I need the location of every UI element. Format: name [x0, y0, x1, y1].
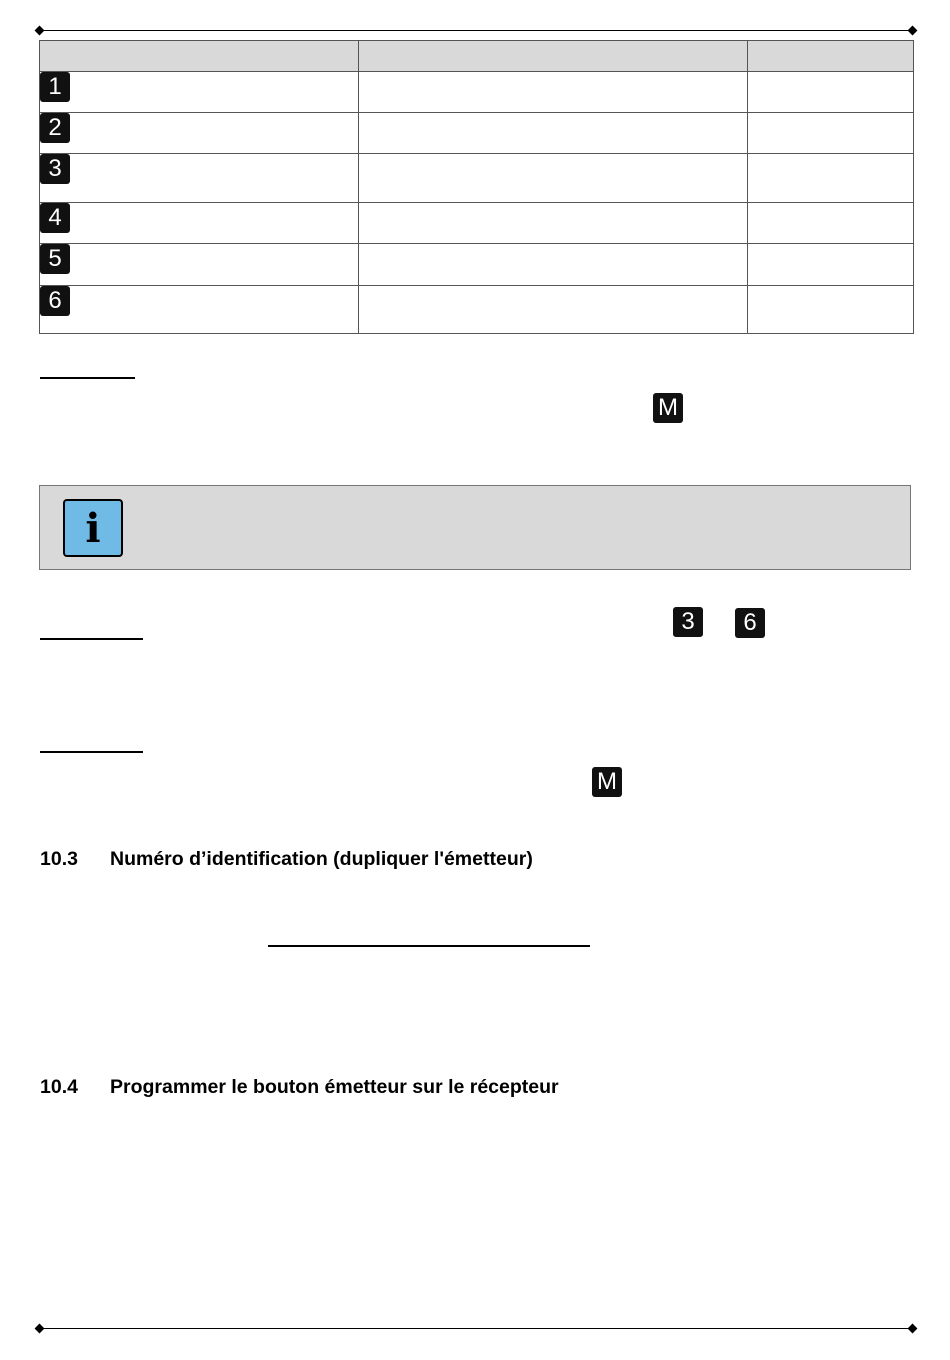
table-cell	[40, 286, 359, 334]
table-header-cell	[359, 41, 748, 72]
table-row	[40, 154, 914, 203]
info-box	[39, 485, 911, 570]
underline-heading-1	[40, 377, 135, 379]
table-row	[40, 286, 914, 334]
table-cell	[748, 72, 914, 113]
underline-heading-2	[40, 638, 143, 640]
table-cell	[359, 154, 748, 203]
table-cell	[748, 203, 914, 244]
number-badge: 6	[40, 286, 70, 316]
top-right-diamond	[908, 26, 918, 36]
section-number: 10.4	[40, 1076, 78, 1098]
table-cell	[748, 286, 914, 334]
number-badge: 4	[40, 203, 70, 233]
table-cell	[359, 244, 748, 286]
number-badge: 3	[40, 154, 70, 184]
table-cell	[40, 244, 359, 286]
table-row	[40, 72, 914, 113]
top-left-diamond	[35, 26, 45, 36]
section-title: Programmer le bouton émetteur sur le récepteur	[110, 1076, 559, 1098]
top-rule	[40, 30, 912, 31]
table-cell	[40, 154, 359, 203]
table-header-cell	[748, 41, 914, 72]
table-header-row	[40, 41, 914, 72]
number-badge: 2	[40, 113, 70, 143]
number-badge: 1	[40, 72, 70, 102]
table-cell	[748, 154, 914, 203]
table-cell	[748, 244, 914, 286]
table-cell	[40, 72, 359, 113]
bottom-left-diamond	[35, 1324, 45, 1334]
section-title: Numéro d’identification (dupliquer l'émetteur)	[110, 848, 533, 870]
key-table	[39, 40, 914, 334]
m-button-badge: M	[653, 393, 683, 423]
section-number: 10.3	[40, 848, 78, 870]
bottom-right-diamond	[908, 1324, 918, 1334]
bottom-rule	[40, 1328, 912, 1329]
table-cell	[359, 113, 748, 154]
underline-heading-3	[40, 751, 143, 753]
m-button-badge-2: M	[592, 767, 622, 797]
table-row	[40, 203, 914, 244]
section-heading-10-4	[40, 1076, 559, 1099]
table-cell	[359, 286, 748, 334]
underline-link	[268, 945, 590, 947]
number-badge-6: 6	[735, 608, 765, 638]
number-badge-3: 3	[673, 607, 703, 637]
table-row	[40, 113, 914, 154]
number-badge: 5	[40, 244, 70, 274]
table-cell	[748, 113, 914, 154]
table-cell	[359, 203, 748, 244]
table-header-cell	[40, 41, 359, 72]
table-cell	[359, 72, 748, 113]
table-row	[40, 244, 914, 286]
table-cell	[40, 113, 359, 154]
section-heading-10-3	[40, 848, 533, 871]
table-cell	[40, 203, 359, 244]
info-icon: i	[63, 499, 123, 557]
